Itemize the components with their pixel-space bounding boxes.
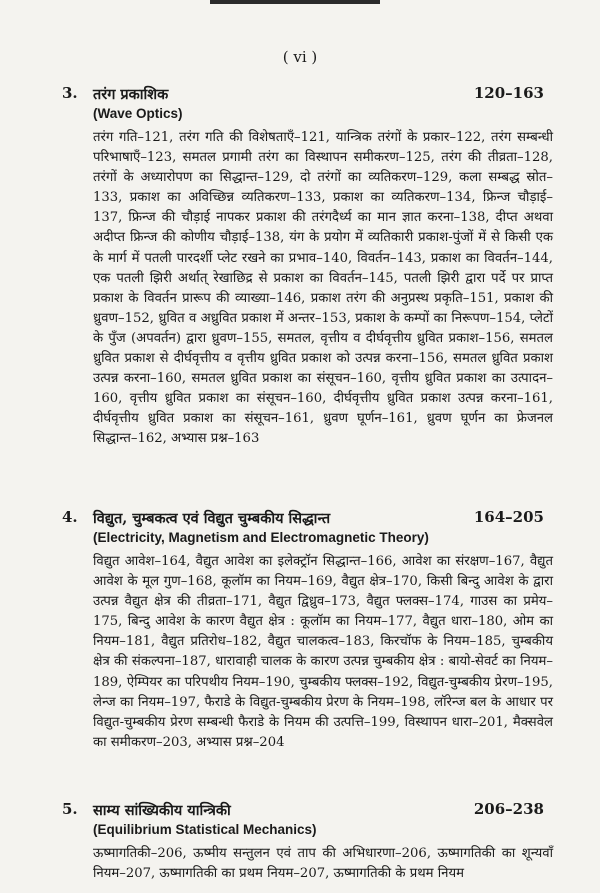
chapter-heading <box>0 508 600 530</box>
chapter-heading <box>0 800 600 822</box>
chapter-title-hindi: साम्य सांख्यिकीय यान्त्रिकी <box>93 802 231 819</box>
top-edge-rule <box>210 0 380 4</box>
chapter-heading <box>0 84 600 106</box>
chapter-topics: तरंग गति–121, तरंग गति की विशेषताएँ–121, यान्त्रिक तरंगों के प्रकार–122, तरंग सम्बन्धी परिभाषाएँ–123, समतल प्रगामी तरंग का विस्थापन समीकरण–125, तरंग की तीव्रता–128, तरंगों के अध्यारोपण का सिद्धान्त–129, दो तरंगों का व्यतिकरण–129, कला सम्बद्ध स्रोत–133, प्रकाश का अविच्छिन्न व्यतिकरण–133, प्रकाश का व्यतिकरण–134, फ्रिन्ज चौड़ाई–137, फ्रिन्ज की चौड़ाई नापकर प्रकाश की तरंगदैर्ध्य का मान ज्ञात करना–138, दीप्त अथवा अदीप्त फ्रिन्ज की कोणीय चौड़ाई–138, यंग के प्रयोग में व्यतिकारी प्रकाश-पुंजों में से किसी एक के मार्ग में पतली पारदर्शी प्लेट रखने का प्रभाव–140, विवर्तन–143, प्रकाश का विवर्तन–144, एक पतली झिरी अर्थात् रेखाछिद्र से प्रकाश का विवर्तन–145, पतली झिरी द्वारा पर्दे पर प्राप्त प्रकाश के विवर्तन प्रारूप की व्याख्या–146, प्रकाश तरंग की अनुप्रस्थ प्रकृति–151, प्रकाश की ध्रुवण–152, ध्रुवित व अध्रुवित प्रकाश में अन्तर–153, प्रकाश के कम्पों का निरूपण–154, प्लेटों के पुँज (अपवर्तन) द्वारा ध्रुवण–155, समतल, वृत्तीय व दीर्घवृत्तीय ध्रुवित प्रकाश–156, समतल ध्रुवित प्रकाश से दीर्घवृत्तीय व वृत्तीय ध्रुवित प्रकाश को उत्पन्न करना–156, समतल ध्रुवित प्रकाश उत्पन्न करना–160, समतल ध्रुवित प्रकाश का संसूचन–160, वृत्तीय ध्रुवित प्रकाश का उत्पादन–160, वृत्तीय ध्रुवित प्रकाश का संसूचन–160, दीर्घवृत्तीय ध्रुवित प्रकाश उत्पन्न करना–161, दीर्घवृत्तीय ध्रुवित प्रकाश का संसूचन–161, ध्रुवण घूर्णन–161, ध्रुवण घूर्णन का फ्रेजनल सिद्धान्त–162, अभ्यास प्रश्न–163 <box>93 130 553 447</box>
chapter-page-range: 120–163 <box>473 84 544 102</box>
chapter-3 <box>0 84 600 447</box>
chapter-number: 4. <box>62 508 78 526</box>
chapter-title-hindi: तरंग प्रकाशिक <box>93 86 169 103</box>
chapter-title-english: (Wave Optics) <box>93 106 183 121</box>
chapter-number: 3. <box>62 84 78 102</box>
chapter-title-english: (Electricity, Magnetism and Electromagnetic Theory) <box>93 530 429 545</box>
page-number: ( vi ) <box>282 48 318 66</box>
chapter-number: 5. <box>62 800 78 818</box>
chapter-4 <box>0 508 600 750</box>
chapter-page-range: 164–205 <box>473 508 544 526</box>
chapter-topics: ऊष्मागतिकी–206, ऊष्मीय सन्तुलन एवं ताप की अभिधारणा–206, ऊष्मागतिकी का शून्यवाँ नियम–207, ऊष्मागतिकी का प्रथम नियम–207, ऊष्मागतिकी के प्रथम नियम <box>93 846 553 882</box>
chapter-page-range: 206–238 <box>473 800 544 818</box>
chapter-5 <box>0 800 600 882</box>
chapter-title-hindi: विद्युत, चुम्बकत्व एवं विद्युत चुम्बकीय सिद्धान्त <box>93 510 331 527</box>
chapter-title-english: (Equilibrium Statistical Mechanics) <box>93 822 317 837</box>
chapter-topics: विद्युत आवेश–164, वैद्युत आवेश का इलेक्ट्रॉन सिद्धान्त–166, आवेश का संरक्षण–167, वैद्युत आवेश के मूल गुण–168, कूलॉम का नियम–169, वैद्युत क्षेत्र–170, किसी बिन्दु आवेश के द्वारा उत्पन्न वैद्युत क्षेत्र की तीव्रता–171, वैद्युत द्विध्रुव–173, वैद्युत फ्लक्स–174, गाउस का प्रमेय–175, बिन्दु आवेश के कारण वैद्युत क्षेत्र : कूलॉम का नियम–177, वैद्युत धारा–180, ओम का नियम–181, वैद्युत प्रतिरोध–182, वैद्युत चालकत्व–183, किरचॉफ के नियम–185, चुम्बकीय क्षेत्र की संकल्पना–187, धारावाही चालक के कारण उत्पन्न चुम्बकीय क्षेत्र : बायो-सेवर्ट का नियम–189, ऐम्पियर का परिपथीय नियम–190, चुम्बकीय फ्लक्स–192, विद्युत-चुम्बकीय प्रेरण–195, लेन्ज का नियम–197, फैराडे के विद्युत-चुम्बकीय प्रेरण के नियम–198, लॉरेन्ज बल के आधार पर विद्युत-चुम्बकीय प्रेरण सम्बन्धी फैराडे के नियम की उत्पत्ति–199, विस्थापन धारा–201, मैक्सवेल का समीकरण–203, अभ्यास प्रश्न–204 <box>93 554 553 750</box>
